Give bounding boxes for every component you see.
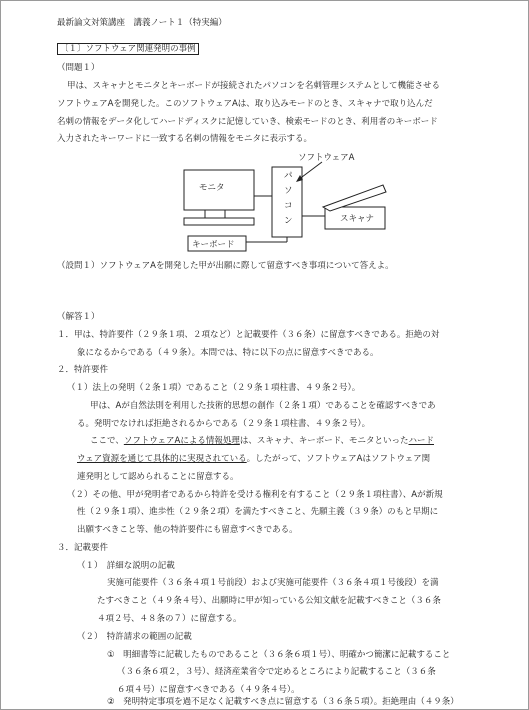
keyboard-label: キーボード — [192, 240, 235, 250]
answer-line: ６項４号）に留意すべきである（４９条４号）。 — [117, 685, 300, 695]
answer-label: （解答１） — [57, 312, 100, 322]
answer-line: （２）その他、甲が発明者であるから特許を受ける権利を有すること（２９条１項柱書）、Aが新規 — [67, 490, 443, 500]
answer-line: ② 発明特定事項を過不足なく記載すべき点に留意する（３６条５項）。拒絶理由（４９条） — [107, 697, 459, 707]
answer-line: （２） 特許請求の範囲の記載 — [77, 632, 192, 642]
pc-char: ソ — [284, 186, 293, 196]
answer-line: ４項２号、４８条の７）に留意する。 — [97, 614, 242, 624]
answer-line: ウェア資源を通じて具体的に実現されている。したがって、ソフトウェアAはソフトウェア関 — [77, 454, 431, 464]
answer-line: 性（２９条１項）、進歩性（２９条２項）を満たすべきこと、先願主義（３９条）のもと早期に — [77, 507, 439, 517]
answer-line: 実施可能要件（３６条４項１号前段）および実施可能要件（３６条４項１号後段）を満 — [107, 578, 439, 588]
answer-line: 象になるからである（４９条）。本問では、特に以下の点に留意すべきである。 — [77, 348, 379, 358]
answer-line: たすべきこと（４９条４号）、出願時に甲が知っている公知文献を記載すべきこと（３６条 — [97, 596, 441, 606]
answer-line: ２．特許要件 — [57, 365, 109, 375]
answer-line: 出願すべきこと等、他の特許要件にも留意すべきである。 — [77, 525, 298, 535]
answer-line: ① 明細書等に記載したものであること（３６条６項１号）、明確かつ簡潔に記載すること — [107, 650, 451, 660]
question-text: （設問１）ソフトウェアAを開発した甲が出願に際して留意すべき事項について答えよ。 — [57, 261, 394, 271]
document-header: 最新論文対策講座 講義ノート１（特実編） — [57, 18, 227, 28]
monitor-label: モニタ — [199, 183, 225, 193]
monitor-base — [184, 218, 254, 225]
pc-char: パ — [284, 171, 293, 181]
answer-line: ３．記載要件 — [57, 543, 109, 553]
scanner-label: スキャナ — [340, 214, 375, 224]
answer-line: １．甲は、特許要件（２９条１項、２項など）と記載要件（３６条）に留意すべきである。拒絶の対 — [57, 330, 440, 340]
answer-line: （３６条６項２，３号）、経済産業省令で定めるところにより記載すること（３６条 — [117, 667, 436, 677]
problem-line: 甲は、スキャナとモニタとキーボードが接続されたパソコンを名刺管理システムとして機能させる — [67, 81, 440, 91]
problem-line: ソフトウェアAを開発した。このソフトウェアAは、取り込みモードのとき、スキャナで取り込んだ — [57, 99, 433, 109]
system-diagram — [0, 0, 529, 270]
pc-char: コ — [284, 201, 293, 211]
problem-label: （問題１） — [57, 63, 100, 73]
section-title: 〔１〕ソフトウェア関連発明の事例 — [57, 44, 199, 55]
answer-line: る。発明でなければ拒絶されるからである（２９条１項柱書、４９条２号）。 — [77, 419, 371, 429]
answer-line: ここで、ソフトウェアAによる情報処理は、スキャナ、キーボード、モニタといったハード — [90, 436, 434, 446]
answer-line: 連発明として認められることに留意する。 — [77, 472, 239, 482]
answer-line: （１） 詳細な説明の記載 — [77, 561, 175, 571]
software-label: ソフトウェアA — [298, 153, 355, 163]
problem-line: 名刺の情報をデータ化してハードディスクに記憶していき、検索モードのとき、利用者のキーボード — [57, 117, 438, 127]
problem-line: 入力されたキーワードに一致する名刺の情報をモニタに表示する。 — [57, 134, 313, 144]
answer-line: （１）法上の発明（２条１項）であること（２９条１項柱書、４９条２号）。 — [67, 383, 361, 393]
answer-line: 甲は、Aが自然法則を利用した技術的思想の創作（２条１項）であることを確認すべきであ — [90, 401, 436, 411]
pc-char: ン — [284, 216, 293, 226]
